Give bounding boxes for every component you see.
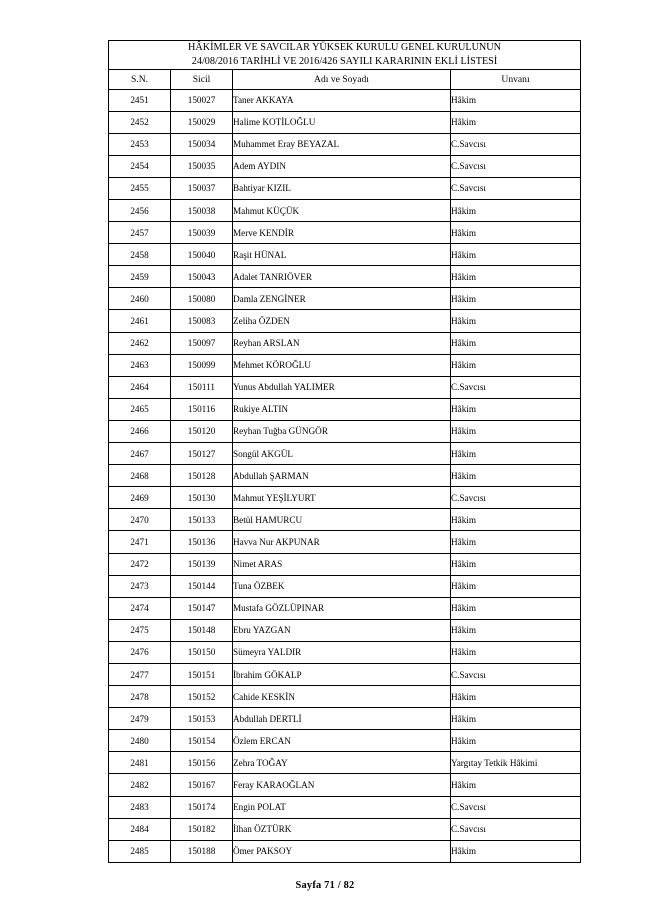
cell-sn: 2457	[109, 222, 171, 244]
cell-sn: 2485	[109, 840, 171, 862]
cell-title: Hâkim	[451, 465, 581, 487]
cell-sn: 2459	[109, 266, 171, 288]
cell-sicil: 150167	[171, 774, 233, 796]
cell-title: Hâkim	[451, 619, 581, 641]
cell-name: Engin POLAT	[233, 796, 451, 818]
cell-sicil: 150136	[171, 531, 233, 553]
cell-name: Bahtiyar KIZIL	[233, 177, 451, 199]
cell-sicil: 150083	[171, 310, 233, 332]
cell-title: Hâkim	[451, 266, 581, 288]
page-footer: Sayfa 71 / 82	[295, 880, 355, 891]
table-row	[109, 840, 581, 862]
cell-title: Hâkim	[451, 730, 581, 752]
cell-name: Özlem ERCAN	[233, 730, 451, 752]
cell-title: Hâkim	[451, 288, 581, 310]
cell-title: Hâkim	[451, 509, 581, 531]
cell-name: Halime KOTİLOĞLU	[233, 111, 451, 133]
table-row	[109, 332, 581, 354]
table-row	[109, 420, 581, 442]
table-row	[109, 686, 581, 708]
cell-sicil: 150039	[171, 222, 233, 244]
column-header-row	[109, 69, 581, 89]
listing-table	[108, 40, 581, 863]
cell-sicil: 150150	[171, 641, 233, 663]
table-row	[109, 818, 581, 840]
cell-sicil: 150154	[171, 730, 233, 752]
cell-sicil: 150152	[171, 686, 233, 708]
cell-sn: 2477	[109, 663, 171, 685]
cell-title: C.Savcısı	[451, 133, 581, 155]
cell-sicil: 150120	[171, 420, 233, 442]
cell-sicil: 150188	[171, 840, 233, 862]
cell-name: Ömer PAKSOY	[233, 840, 451, 862]
cell-title: Hâkim	[451, 398, 581, 420]
table-row	[109, 177, 581, 199]
cell-name: Rukiye ALTIN	[233, 398, 451, 420]
table-row	[109, 310, 581, 332]
cell-sicil: 150029	[171, 111, 233, 133]
cell-title: Hâkim	[451, 310, 581, 332]
cell-sn: 2455	[109, 177, 171, 199]
cell-sn: 2460	[109, 288, 171, 310]
cell-sicil: 150128	[171, 465, 233, 487]
cell-title: Hâkim	[451, 641, 581, 663]
table-row	[109, 443, 581, 465]
table-row	[109, 663, 581, 685]
table-body	[109, 89, 581, 862]
table-row	[109, 730, 581, 752]
table-row	[109, 641, 581, 663]
column-header-name: Adı ve Soyadı	[233, 69, 451, 89]
cell-title: Hâkim	[451, 708, 581, 730]
cell-sicil: 150027	[171, 89, 233, 111]
cell-title: C.Savcısı	[451, 155, 581, 177]
table-row	[109, 111, 581, 133]
cell-title: Hâkim	[451, 111, 581, 133]
cell-name: Sümeyra YALDIR	[233, 641, 451, 663]
cell-title: Hâkim	[451, 575, 581, 597]
table-row	[109, 553, 581, 575]
table-row	[109, 398, 581, 420]
cell-sn: 2479	[109, 708, 171, 730]
cell-title: Hâkim	[451, 89, 581, 111]
cell-name: Zehra TOĞAY	[233, 752, 451, 774]
cell-name: Ebru YAZGAN	[233, 619, 451, 641]
cell-title: C.Savcısı	[451, 177, 581, 199]
cell-name: Mustafa GÖZLÜPINAR	[233, 597, 451, 619]
column-header-sicil: Sicil	[171, 69, 233, 89]
table-row	[109, 509, 581, 531]
cell-title: C.Savcısı	[451, 487, 581, 509]
table-header	[109, 41, 581, 90]
cell-sicil: 150174	[171, 796, 233, 818]
cell-title: C.Savcısı	[451, 796, 581, 818]
cell-name: İbrahim GÖKALP	[233, 663, 451, 685]
cell-sn: 2474	[109, 597, 171, 619]
cell-name: Reyhan Tuğba GÜNGÖR	[233, 420, 451, 442]
table-row	[109, 752, 581, 774]
cell-sicil: 150133	[171, 509, 233, 531]
table-row	[109, 354, 581, 376]
cell-sicil: 150097	[171, 332, 233, 354]
cell-sn: 2470	[109, 509, 171, 531]
cell-name: Abdullah ŞARMAN	[233, 465, 451, 487]
cell-sicil: 150153	[171, 708, 233, 730]
column-header-title: Unvanı	[451, 69, 581, 89]
cell-sn: 2456	[109, 200, 171, 222]
column-header-sn: S.N.	[109, 69, 171, 89]
table-row	[109, 597, 581, 619]
cell-sn: 2471	[109, 531, 171, 553]
table-row	[109, 487, 581, 509]
title-line-2: 24/08/2016 TARİHLİ VE 2016/426 SAYILI KARARININ EKLİ LİSTESİ	[191, 55, 498, 67]
cell-title: Yargıtay Tetkik Hâkimi	[451, 752, 581, 774]
cell-sn: 2476	[109, 641, 171, 663]
cell-title: Hâkim	[451, 531, 581, 553]
cell-sn: 2475	[109, 619, 171, 641]
cell-sn: 2466	[109, 420, 171, 442]
cell-name: Cahide KESKİN	[233, 686, 451, 708]
cell-sicil: 150035	[171, 155, 233, 177]
cell-sicil: 150130	[171, 487, 233, 509]
cell-sicil: 150038	[171, 200, 233, 222]
cell-name: Feray KARAOĞLAN	[233, 774, 451, 796]
cell-sicil: 150116	[171, 398, 233, 420]
cell-sicil: 150080	[171, 288, 233, 310]
cell-title: Hâkim	[451, 200, 581, 222]
table-row	[109, 531, 581, 553]
cell-name: Songül AKGÜL	[233, 443, 451, 465]
table-row	[109, 133, 581, 155]
table-row	[109, 244, 581, 266]
cell-sn: 2458	[109, 244, 171, 266]
cell-sicil: 150043	[171, 266, 233, 288]
cell-title: Hâkim	[451, 354, 581, 376]
cell-name: Taner AKKAYA	[233, 89, 451, 111]
cell-sicil: 150037	[171, 177, 233, 199]
title-row	[109, 41, 581, 70]
table-row	[109, 619, 581, 641]
cell-sn: 2464	[109, 376, 171, 398]
cell-name: Zeliha ÖZDEN	[233, 310, 451, 332]
cell-sn: 2473	[109, 575, 171, 597]
table-row	[109, 575, 581, 597]
cell-sicil: 150034	[171, 133, 233, 155]
title-line-1: HÂKİMLER VE SAVCILAR YÜKSEK KURULU GENEL KURULUNUN	[188, 42, 502, 53]
cell-sn: 2481	[109, 752, 171, 774]
cell-sicil: 150182	[171, 818, 233, 840]
table-row	[109, 89, 581, 111]
cell-name: Damla ZENGİNER	[233, 288, 451, 310]
cell-name: Mehmet KÖROĞLU	[233, 354, 451, 376]
cell-sn: 2467	[109, 443, 171, 465]
cell-name: Raşit HÜNAL	[233, 244, 451, 266]
cell-sicil: 150151	[171, 663, 233, 685]
table-row	[109, 708, 581, 730]
cell-title: C.Savcısı	[451, 376, 581, 398]
cell-sicil: 150147	[171, 597, 233, 619]
cell-name: Betül HAMURCU	[233, 509, 451, 531]
table-row	[109, 796, 581, 818]
cell-title: Hâkim	[451, 840, 581, 862]
table-row	[109, 288, 581, 310]
cell-sn: 2453	[109, 133, 171, 155]
cell-name: Yunus Abdullah YALIMER	[233, 376, 451, 398]
cell-title: C.Savcısı	[451, 663, 581, 685]
cell-sicil: 150040	[171, 244, 233, 266]
cell-sn: 2483	[109, 796, 171, 818]
cell-sicil: 150139	[171, 553, 233, 575]
cell-sn: 2454	[109, 155, 171, 177]
cell-name: İlhan ÖZTÜRK	[233, 818, 451, 840]
cell-sicil: 150144	[171, 575, 233, 597]
cell-title: C.Savcısı	[451, 818, 581, 840]
cell-sicil: 150148	[171, 619, 233, 641]
table-row	[109, 465, 581, 487]
cell-sn: 2452	[109, 111, 171, 133]
cell-name: Tuna ÖZBEK	[233, 575, 451, 597]
table-row	[109, 222, 581, 244]
cell-title: Hâkim	[451, 553, 581, 575]
cell-sn: 2472	[109, 553, 171, 575]
cell-title: Hâkim	[451, 443, 581, 465]
cell-sn: 2480	[109, 730, 171, 752]
cell-title: Hâkim	[451, 686, 581, 708]
cell-title: Hâkim	[451, 332, 581, 354]
cell-name: Havva Nur AKPUNAR	[233, 531, 451, 553]
cell-name: Mahmut YEŞİLYURT	[233, 487, 451, 509]
cell-sn: 2462	[109, 332, 171, 354]
cell-name: Reyhan ARSLAN	[233, 332, 451, 354]
cell-name: Merve KENDİR	[233, 222, 451, 244]
cell-title: Hâkim	[451, 222, 581, 244]
cell-sn: 2482	[109, 774, 171, 796]
table-row	[109, 155, 581, 177]
cell-sn: 2468	[109, 465, 171, 487]
cell-sn: 2484	[109, 818, 171, 840]
cell-title: Hâkim	[451, 244, 581, 266]
table-row	[109, 774, 581, 796]
cell-sn: 2451	[109, 89, 171, 111]
table-row	[109, 200, 581, 222]
cell-title: Hâkim	[451, 420, 581, 442]
cell-title: Hâkim	[451, 774, 581, 796]
cell-sicil: 150156	[171, 752, 233, 774]
cell-sn: 2465	[109, 398, 171, 420]
cell-sn: 2469	[109, 487, 171, 509]
cell-sn: 2461	[109, 310, 171, 332]
table-row	[109, 376, 581, 398]
cell-name: Abdullah DERTLİ	[233, 708, 451, 730]
cell-name: Adem AYDIN	[233, 155, 451, 177]
cell-sn: 2463	[109, 354, 171, 376]
cell-name: Nimet ARAS	[233, 553, 451, 575]
cell-sn: 2478	[109, 686, 171, 708]
cell-sicil: 150127	[171, 443, 233, 465]
table-row	[109, 266, 581, 288]
cell-title: Hâkim	[451, 597, 581, 619]
cell-sicil: 150099	[171, 354, 233, 376]
cell-name: Muhammet Eray BEYAZAL	[233, 133, 451, 155]
cell-name: Mahmut KÜÇÜK	[233, 200, 451, 222]
cell-name: Adalet TANRIÖVER	[233, 266, 451, 288]
document-title	[109, 41, 581, 70]
cell-sicil: 150111	[171, 376, 233, 398]
